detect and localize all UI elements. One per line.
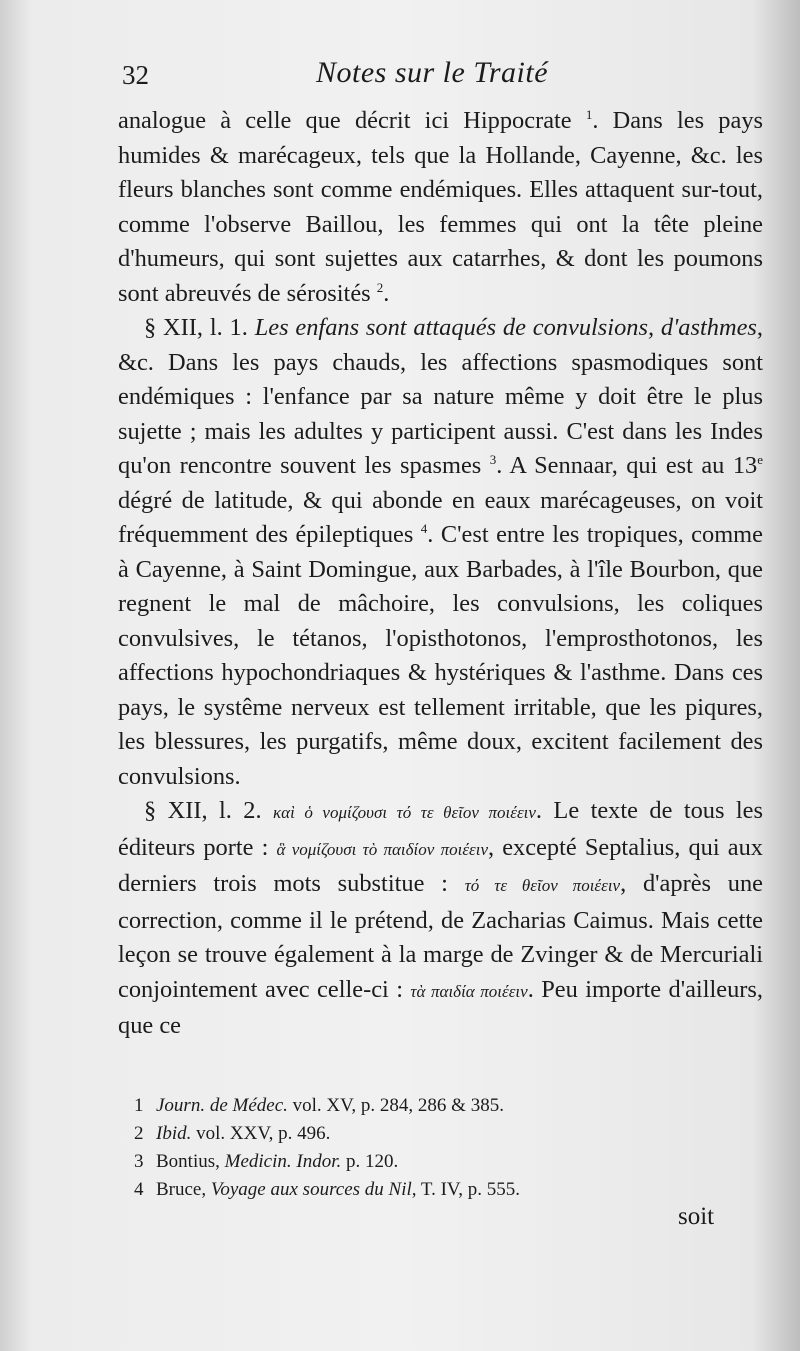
text-run: Les enfans sont attaqués de convulsions, d'asthmes xyxy=(254,314,757,341)
note-reference[interactable]: 2 xyxy=(376,279,384,295)
text-run: vol. XV, p. 284, 286 & 385. xyxy=(287,1095,504,1116)
text-run: , &c. Dans les pays chauds, les affections spasmodiques sont endémiques : l'enfance par sa nature même y doit être le plus sujette ; mais les adultes y participent aussi. C'est dans les Indes qu'on rencontre souvent les spasmes xyxy=(118,314,763,479)
paragraph xyxy=(118,311,763,794)
note-reference[interactable]: 4 xyxy=(420,520,428,536)
greek-text: τὰ παιδία ποιέειν xyxy=(410,981,528,1001)
catchword: soit xyxy=(678,1203,715,1230)
footnote xyxy=(134,1148,774,1176)
text-run: Voyage aux sources du Nil xyxy=(210,1179,412,1200)
text-run: dégré de latitude, & qui abonde en eaux marécageuses, on voit fréquemment des épileptiques xyxy=(118,486,763,548)
footnote-text xyxy=(156,1179,520,1200)
footnote-number: 4 xyxy=(134,1179,144,1200)
greek-text: καὶ ὁ νομίζουσι τό τε θεῖον ποιέειν xyxy=(272,803,536,822)
main-text xyxy=(118,104,763,1044)
note-reference[interactable]: e xyxy=(757,451,763,467)
text-run: § XII, l. 1. xyxy=(144,314,255,341)
footnote-text xyxy=(156,1151,398,1172)
text-run: , d'après une correction, comme il le prétend, de Zacharias Caimus. Mais cette leçon se trouve également à la marge de Zvinger & de Mercuriali conjointement avec celle-ci : xyxy=(118,870,764,1003)
note-reference[interactable]: 3 xyxy=(489,451,497,467)
text-run: analogue à celle que décrit ici Hippocrate xyxy=(118,107,586,134)
footnote xyxy=(134,1092,774,1120)
text-run: p. 120. xyxy=(341,1151,399,1172)
greek-text: ἃ νομίζουσι τὸ παιδίον ποιέειν xyxy=(276,839,488,859)
text-run: . Le texte de tous les éditeurs porte : xyxy=(118,797,763,861)
text-run: , excepté Septalius, qui aux derniers trois mots substitue : xyxy=(118,833,763,897)
text-run: . C'est entre les tropiques, comme à Cayenne, à Saint Domingue, aux Barbades, à l'île Bourbon, que regnent le mal de mâchoire, les convulsions, les coliques convulsives, le tétanos, l'opisthotonos, l'emprosthotonos, les affections hypochondriaques & hystériques & l'asthme. Dans ces pays, le systême nerveux est tellement irritable, que les piqures, les blessures, les purgatifs, même doux, excitent facilement des convulsions. xyxy=(118,521,763,790)
running-title: Notes sur le Traité xyxy=(316,56,549,89)
text-run: Bruce, xyxy=(156,1179,211,1200)
text-run: vol. XXV, p. 496. xyxy=(191,1123,331,1144)
note-reference[interactable]: 1 xyxy=(585,106,593,122)
text-run: . Dans les pays humides & marécageux, tels que la Hollande, Cayenne, &c. les fleurs blanches sont comme endémiques. Elles attaquent sur-tout, comme l'observe Baillou, les femmes qui ont la tête pleine d'humeurs, qui sont sujettes aux catarrhes, & dont les poumons sont abreuvés de sérosités xyxy=(118,107,764,307)
page-number: 32 xyxy=(122,60,149,90)
paragraph xyxy=(118,794,763,1044)
footnote xyxy=(134,1120,774,1148)
footnote-number: 2 xyxy=(134,1123,144,1144)
text-run: , T. IV, p. 555. xyxy=(411,1179,520,1200)
footnote-number: 3 xyxy=(134,1151,144,1172)
text-run: Medicin. Indor. xyxy=(224,1151,342,1172)
footnote-number: 1 xyxy=(134,1095,144,1116)
footnote xyxy=(134,1176,774,1204)
text-run: § XII, l. 2. xyxy=(144,797,273,824)
text-run: Ibid. xyxy=(156,1123,192,1144)
page-header xyxy=(118,52,758,96)
footnote-text xyxy=(156,1095,504,1116)
text-run: . Peu importe d'ailleurs, que ce xyxy=(118,975,763,1039)
text-run: . A Sennaar, qui est au 13 xyxy=(496,452,758,479)
text-run: . xyxy=(383,279,390,307)
text-run: Journ. de Médec. xyxy=(156,1095,288,1116)
text-run: Bontius, xyxy=(156,1151,225,1172)
greek-text: τό τε θεῖον ποιέειν xyxy=(464,876,621,895)
paragraph xyxy=(118,104,763,311)
footnotes xyxy=(134,1092,774,1204)
footnote-text xyxy=(156,1123,330,1144)
